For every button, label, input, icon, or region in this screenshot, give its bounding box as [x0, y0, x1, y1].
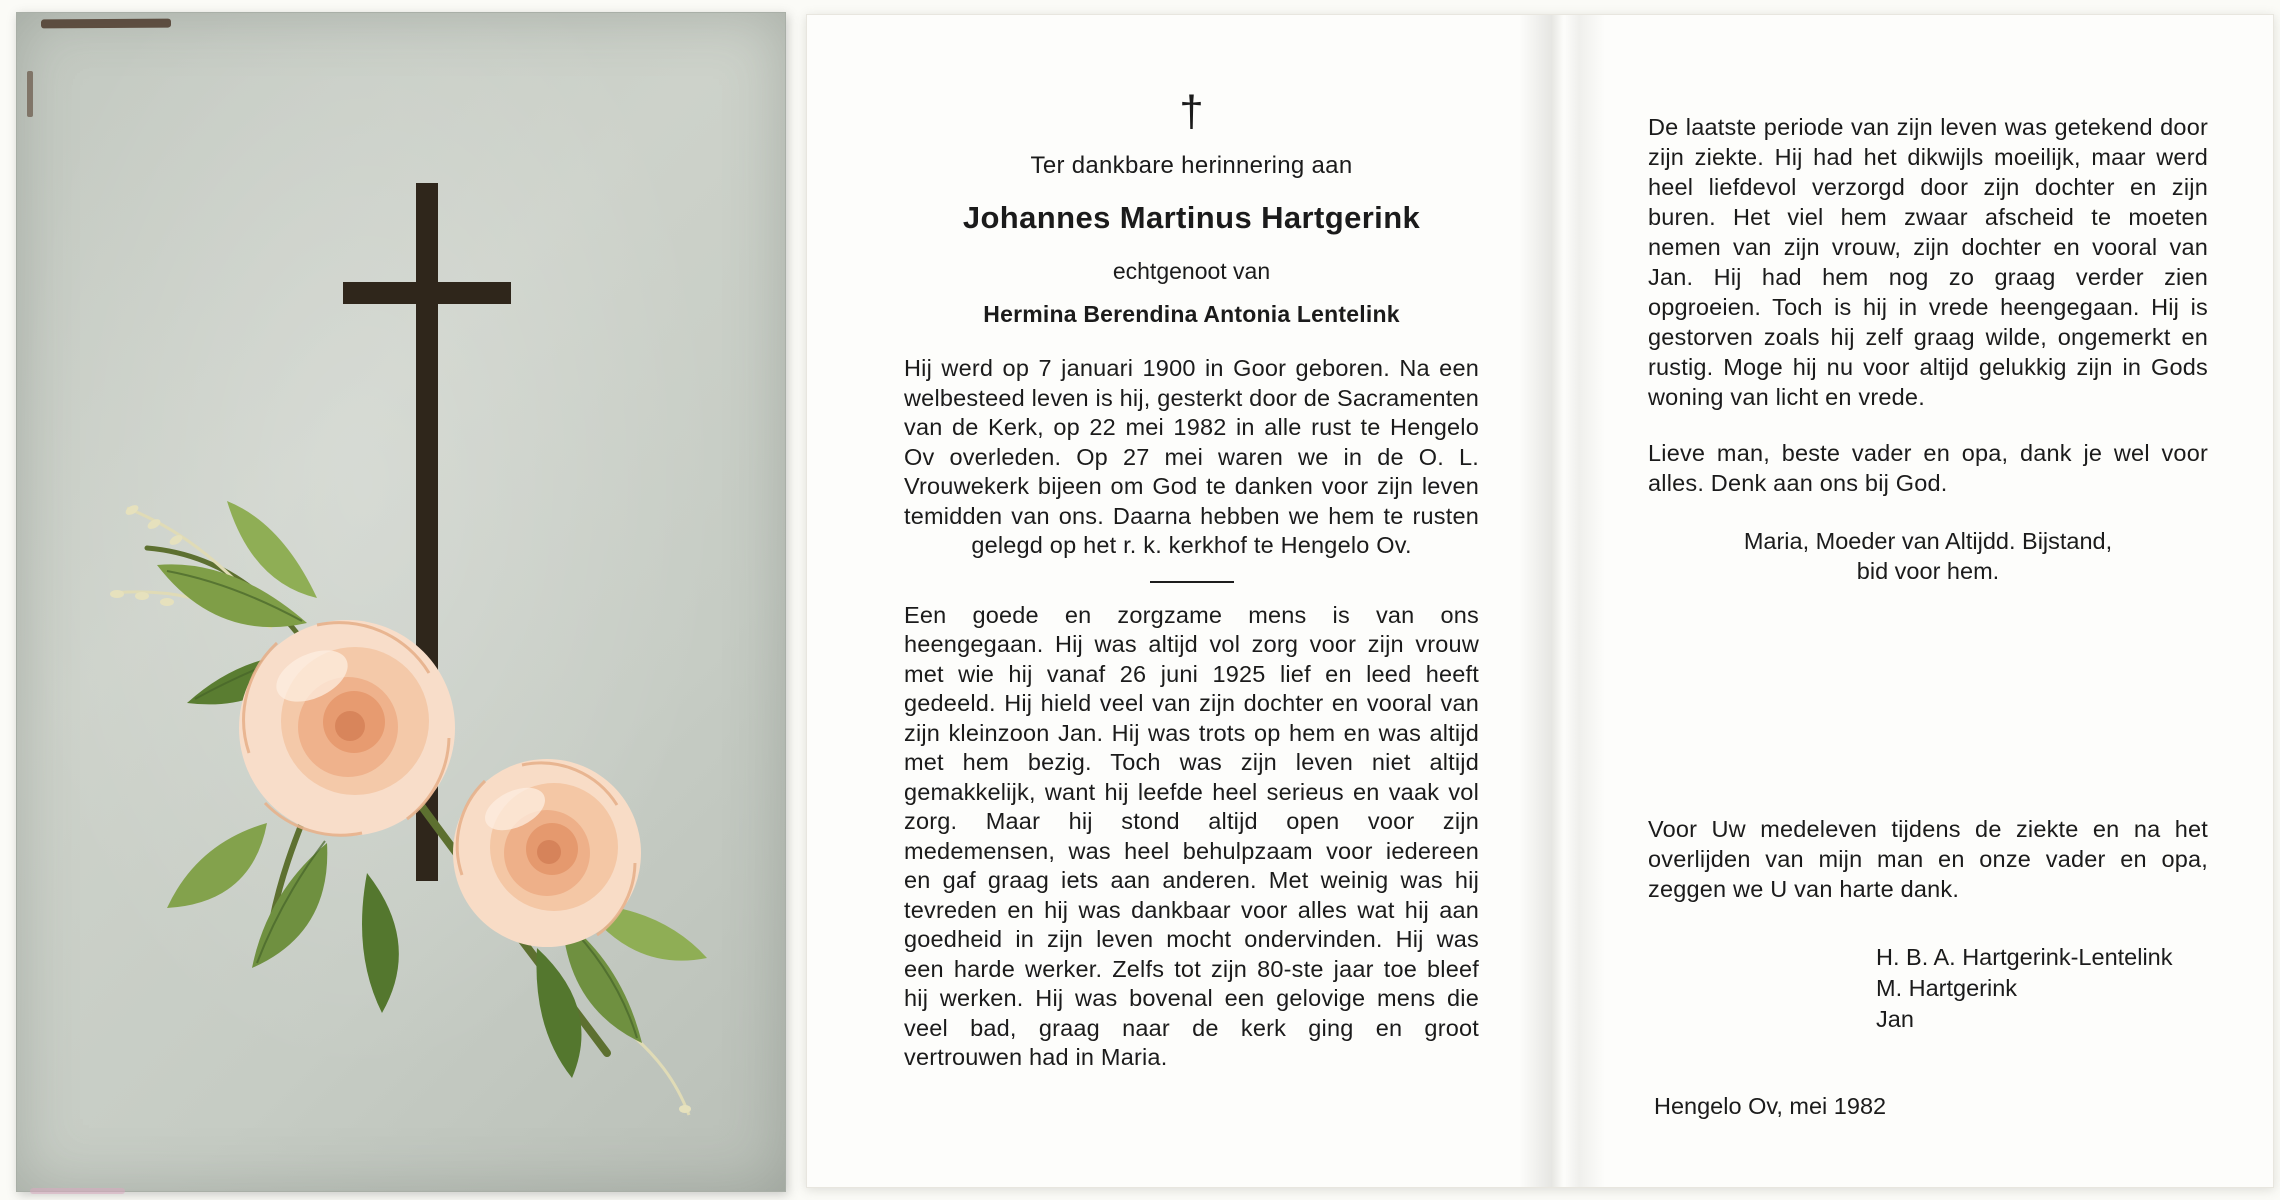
paragraph-character: Een goede en zorgzame mens is van ons heengegaan. Hij was altijd vol zorg voor zijn vrouw met wie hij vanaf 26 juni 1925 lief en leed heeft gedeeld. Hij hield veel van zijn dochter en vooral van zijn kleinzoon Jan. Hij was trots op hem en was altijd met hem bezig. Toch was zijn leven niet altijd gemakkelijk, want hij leefde heel serieus en vaak vol zorg. Maar hij stond altijd open voor zijn medemensen, was heel behulpzaam voor iedereen en gaf graag iets aan anderen. Met weinig was hij tevreden en hij was dankbaar voor alles wat hij aan goedheid in zijn leven mocht ondervinden. Hij was een harde werker. Zelfs tot zijn 80-ste jaar toe bleef hij werken. Hij was bovenal een gelovige mens die veel bad, graag naar de kerk ging en groot vertrouwen had in Maria. — [904, 601, 1479, 1070]
rose-large — [239, 620, 455, 836]
deceased-name: Johannes Martinus Hartgerink — [962, 200, 1421, 235]
signature-line: H. B. A. Hartgerink-Lentelink — [1876, 944, 2173, 970]
scan-artifact — [27, 71, 33, 117]
paragraph-thanks: Voor Uw medeleven tijdens de ziekte en na het overlijden van mijn man en onze vader en opa, zeggen we U van harte dank. — [1648, 816, 2208, 902]
relation-label: echtgenoot van — [1112, 258, 1271, 284]
scan-artifact — [30, 1188, 125, 1194]
memorial-intro: Ter dankbare herinnering aan — [1030, 152, 1353, 179]
card-fold-gutter — [1519, 15, 1605, 1187]
paragraph-illness: De laatste periode van zijn leven was getekend door zijn ziekte. Hij had het dikwijls moeilijk, maar werd heel liefdevol verzorgd door zijn dochter en zijn buren. Het viel hem zwaar afscheid te moeten nemen van zijn vrouw, zijn dochter en vooral van Jan. Hij had hem nog zo graag verder zien opgroeien. Toch is hij in vrede heengegaan. Hij is gestorven zoals hij zelf graag wilde, ongemerkt en rustig. Moge hij nu voor altijd gelukkig zijn in Gods woning van licht en vrede. — [1648, 114, 2208, 410]
card-front-panel — [16, 12, 786, 1192]
cross-and-roses-illustration — [17, 13, 785, 1191]
signature-line: Jan — [1876, 1006, 1914, 1032]
dagger-cross-icon: † — [1179, 87, 1204, 136]
inner-right-page — [1648, 112, 2208, 1120]
prayer-text — [1648, 526, 2208, 586]
inner-left-page — [904, 87, 1479, 1073]
signature-block — [1876, 942, 2208, 1035]
signature-line: M. Hartgerink — [1876, 975, 2018, 1001]
paragraph-farewell: Lieve man, beste vader en opa, dank je wel voor alles. Denk aan ons bij God. — [1648, 440, 2208, 496]
place-date: Hengelo Ov, mei 1982 — [1654, 1093, 1887, 1119]
scan-artifact — [41, 19, 171, 29]
spouse-name: Hermina Berendina Antonia Lentelink — [983, 301, 1400, 327]
rose-small — [453, 759, 641, 947]
card-inner-spread — [806, 14, 2274, 1188]
paragraph-life-dates: Hij werd op 7 januari 1900 in Goor geboren. Na een welbesteed leven is hij, gesterkt door de Sacramenten van de Kerk, op 22 mei 1982 in alle rust te Hengelo Ov overleden. Op 27 mei waren we in de O. L. Vrouwekerk bijeen om God te danken voor zijn leven temidden van ons. Daarna hebben we hem te rusten gelegd op het r. k. kerkhof te Hengelo Ov. — [904, 355, 1479, 558]
section-divider — [1150, 581, 1234, 583]
prayer-line-1: Maria, Moeder van Altijdd. Bijstand, — [1743, 528, 2113, 554]
prayer-line-2: bid voor hem. — [1856, 558, 2000, 584]
